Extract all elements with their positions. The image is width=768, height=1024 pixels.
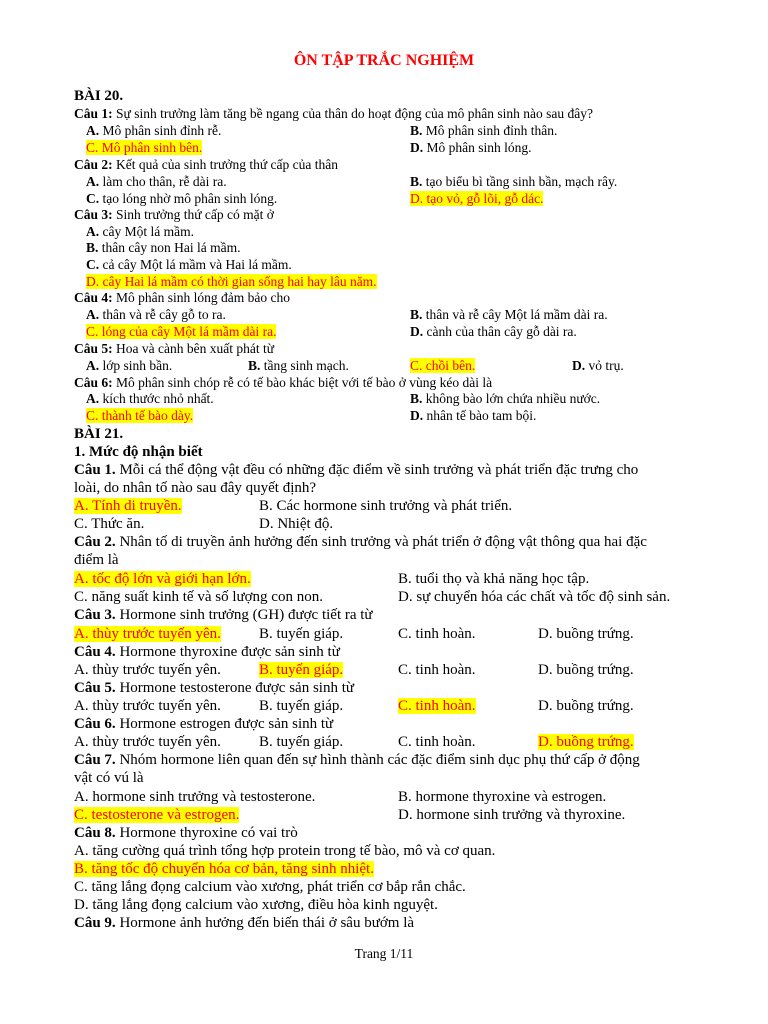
q5-option-a: A. lớp sinh bần.: [86, 358, 173, 373]
lesson-heading-21: BÀI 21.: [74, 426, 124, 442]
b21-question-2-cont: điểm là: [74, 552, 119, 568]
q6-option-d: D. nhân tế bào tam bội.: [410, 408, 537, 423]
q1-option-c-answer: C. Mô phân sinh bên.: [86, 140, 203, 155]
b21-q5-option-a: A. thùy trước tuyến yên.: [74, 698, 221, 714]
q3-option-c: C. cả cây Một lá mầm và Hai lá mầm.: [86, 257, 292, 272]
q4-option-c-answer: C. lóng của cây Một lá mầm dài ra.: [86, 324, 277, 339]
q4-option-b: B. thân và rễ cây Một lá mầm dài ra.: [410, 307, 608, 322]
b21-q7-option-c-answer: C. testosterone và estrogen.: [74, 807, 240, 823]
b21-q2-option-c: C. năng suất kinh tế và số lượng con non.: [74, 589, 323, 605]
q6-option-b: B. không bào lớn chứa nhiều nước.: [410, 391, 601, 406]
q6-option-c-answer: C. thành tế bào dày.: [86, 408, 194, 423]
b21-question-7: Câu 7. Nhóm hormone liên quan đến sự hình thành các đặc điểm sinh dục phụ thứ cấp ở động: [74, 752, 640, 768]
b21-question-2: Câu 2. Nhân tố di truyền ảnh hưởng đến sinh trưởng và phát triển ở động vật thông qua hai đặc: [74, 534, 647, 550]
q3-option-a: A. cây Một lá mầm.: [86, 224, 194, 239]
lesson-heading-20: BÀI 20.: [74, 88, 124, 104]
q4-option-a: A. thân và rễ cây gỗ to ra.: [86, 307, 226, 322]
q1-option-a: A. Mô phân sinh đỉnh rễ.: [86, 123, 222, 138]
b21-q4-option-c: C. tinh hoàn.: [398, 662, 476, 678]
b21-q2-option-d: D. sự chuyển hóa các chất và tốc độ sinh sản.: [398, 589, 671, 605]
b21-q4-option-b-answer: B. tuyến giáp.: [259, 662, 344, 678]
b21-q2-option-b: B. tuổi thọ và khả năng học tập.: [398, 571, 590, 587]
question-5: Câu 5: Hoa và cành bên xuất phát từ: [74, 341, 275, 356]
b21-question-1: Câu 1. Mỗi cá thể động vật đều có những đặc điểm về sinh trưởng và phát triển đặc trưng cho: [74, 462, 639, 478]
q3-option-b: B. thân cây non Hai lá mầm.: [86, 240, 241, 255]
b21-q1-option-b: B. Các hormone sinh trưởng và phát triển.: [259, 498, 513, 514]
q2-option-d-answer: D. tạo vỏ, gỗ lõi, gỗ dác.: [410, 191, 544, 206]
b21-q1-option-d: D. Nhiệt độ.: [259, 516, 334, 532]
b21-q1-option-c: C. Thức ăn.: [74, 516, 145, 532]
b21-question-9: Câu 9. Hormone ảnh hưởng đến biến thái ở sâu bướm là: [74, 915, 415, 931]
b21-q8-option-d: D. tăng lắng đọng calcium vào xương, điều hòa kinh nguyệt.: [74, 897, 438, 913]
b21-question-3: Câu 3. Hormone sinh trưởng (GH) được tiết ra từ: [74, 607, 373, 623]
b21-q8-option-b-answer: B. tăng tốc độ chuyển hóa cơ bản, tăng sinh nhiệt.: [74, 861, 374, 877]
question-6: Câu 6: Mô phân sinh chóp rễ có tế bào khác biệt với tế bào ở vùng kéo dài là: [74, 375, 493, 390]
b21-q8-option-a: A. tăng cường quá trình tổng hợp protein trong tế bào, mô và cơ quan.: [74, 843, 496, 859]
b21-q4-option-a: A. thùy trước tuyến yên.: [74, 662, 221, 678]
b21-q7-option-d: D. hormone sinh trưởng và thyroxine.: [398, 807, 626, 823]
q6-option-a: A. kích thước nhỏ nhất.: [86, 391, 214, 406]
b21-q5-option-b: B. tuyến giáp.: [259, 698, 344, 714]
b21-q7-option-b: B. hormone thyroxine và estrogen.: [398, 789, 607, 805]
b21-question-8: Câu 8. Hormone thyroxine có vai trò: [74, 825, 298, 841]
b21-q3-option-d: D. buồng trứng.: [538, 626, 634, 642]
b21-question-6: Câu 6. Hormone estrogen được sản sinh từ: [74, 716, 334, 732]
question-1: Câu 1: Sự sinh trưởng làm tăng bề ngang của thân do hoạt động của mô phân sinh nào sau đây?: [74, 106, 593, 121]
q1-option-b: B. Mô phân sinh đỉnh thân.: [410, 123, 558, 138]
q3-option-d-answer: D. cây Hai lá mầm có thời gian sống hai hay lâu năm.: [86, 274, 377, 289]
q5-option-b: B. tầng sinh mạch.: [248, 358, 349, 373]
b21-q6-option-a: A. thùy trước tuyến yên.: [74, 734, 221, 750]
b21-q5-option-d: D. buồng trứng.: [538, 698, 634, 714]
section-heading: 1. Mức độ nhận biết: [74, 444, 203, 460]
q1-option-d: D. Mô phân sinh lóng.: [410, 140, 532, 155]
b21-question-1-cont: loài, do nhân tố nào sau đây quyết định?: [74, 480, 317, 496]
b21-question-5: Câu 5. Hormone testosterone được sản sinh từ: [74, 680, 355, 696]
q5-option-d: D. vỏ trụ.: [572, 358, 624, 373]
q2-option-a: A. làm cho thân, rễ dài ra.: [86, 174, 227, 189]
q2-option-c: C. tạo lóng nhờ mô phân sinh lóng.: [86, 191, 278, 206]
b21-q3-option-a-answer: A. thùy trước tuyến yên.: [74, 626, 221, 642]
question-3: Câu 3: Sinh trưởng thứ cấp có mặt ở: [74, 207, 274, 222]
q4-option-d: D. cành của thân cây gỗ dài ra.: [410, 324, 577, 339]
b21-q1-option-a-answer: A. Tính di truyền.: [74, 498, 182, 514]
b21-q7-option-a: A. hormone sinh trưởng và testosterone.: [74, 789, 316, 805]
b21-q3-option-c: C. tinh hoàn.: [398, 626, 476, 642]
b21-q6-option-d-answer: D. buồng trứng.: [538, 734, 634, 750]
b21-question-4: Câu 4. Hormone thyroxine được sản sinh từ: [74, 644, 340, 660]
q2-option-b: B. tạo biểu bì tầng sinh bần, mạch rây.: [410, 174, 618, 189]
question-4: Câu 4: Mô phân sinh lóng đảm bảo cho: [74, 290, 290, 305]
question-2: Câu 2: Kết quả của sinh trưởng thứ cấp của thân: [74, 157, 338, 172]
q5-option-c-answer: C. chồi bên.: [410, 358, 476, 373]
b21-question-7-cont: vật có vú là: [74, 770, 144, 786]
b21-q2-option-a-answer: A. tốc độ lớn và giới hạn lớn.: [74, 571, 251, 587]
b21-q3-option-b: B. tuyến giáp.: [259, 626, 344, 642]
b21-q6-option-c: C. tinh hoàn.: [398, 734, 476, 750]
page-title: ÔN TẬP TRẮC NGHIỆM: [293, 52, 475, 69]
b21-q5-option-c-answer: C. tinh hoàn.: [398, 698, 476, 714]
b21-q4-option-d: D. buồng trứng.: [538, 662, 634, 678]
b21-q8-option-c: C. tăng lắng đọng calcium vào xương, phát triển cơ bắp rắn chắc.: [74, 879, 466, 895]
b21-q6-option-b: B. tuyến giáp.: [259, 734, 344, 750]
page-footer: Trang 1/11: [354, 946, 414, 961]
